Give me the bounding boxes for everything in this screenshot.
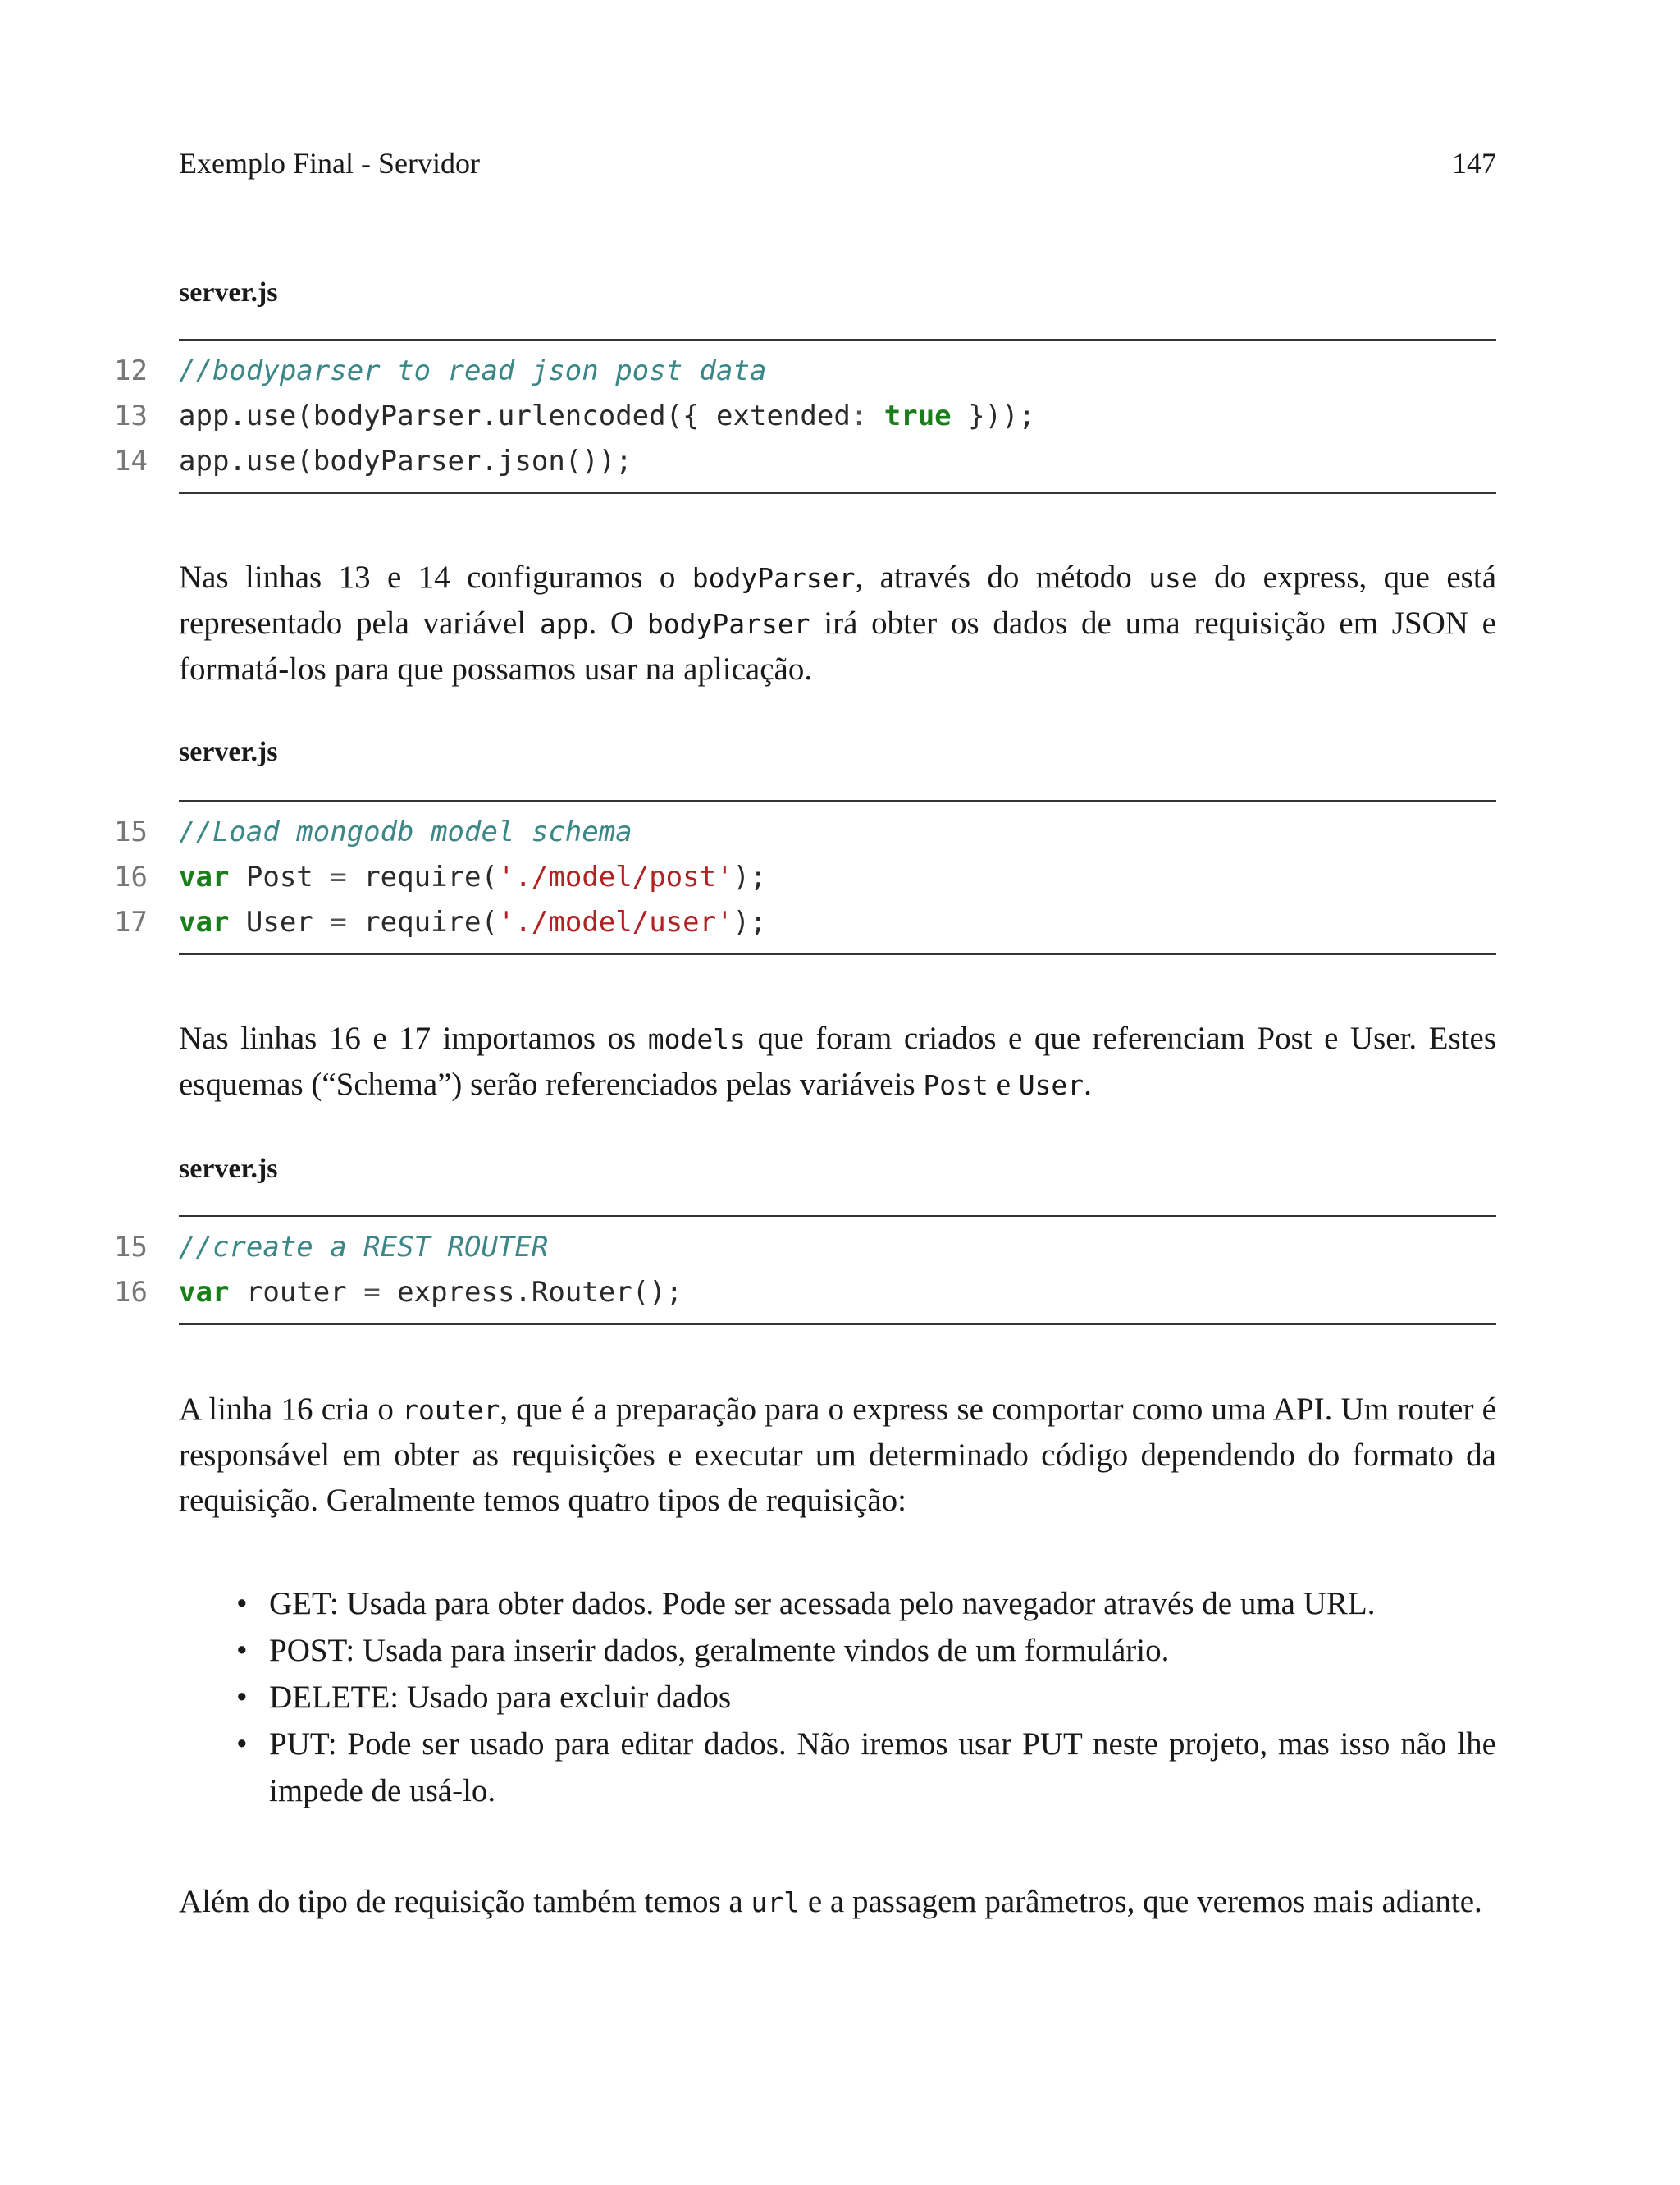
code-block — [114, 1215, 1496, 1325]
code-token: = — [330, 861, 347, 894]
code-token: = — [363, 1276, 381, 1309]
line-number: 16 — [114, 1276, 148, 1309]
code-token: var — [179, 1276, 230, 1309]
inline-code: url — [751, 1886, 801, 1918]
code-token: app.use(bodyParser.urlencoded({ extended — [179, 400, 851, 432]
code-line — [114, 1225, 1496, 1270]
code-token — [867, 400, 883, 432]
code-token: true — [883, 400, 952, 432]
line-number: 13 — [114, 400, 148, 432]
inline-code: bodyParser — [646, 608, 810, 640]
code-caption: server.js — [179, 1154, 278, 1184]
text-run: e — [988, 1067, 1019, 1102]
code-token: : — [850, 400, 868, 432]
inline-code: User — [1018, 1069, 1084, 1101]
code-token: require( — [346, 861, 498, 894]
text-run: A linha 16 cria o — [179, 1392, 403, 1427]
code-token: //Load mongodb model schema — [179, 816, 632, 848]
code-line — [114, 900, 1496, 945]
text-run: que foram criados e que referenciam Post e User. Estes esquemas (“Schema”) serão referenciados pelas variáveis — [179, 1021, 1496, 1102]
code-line — [114, 810, 1496, 855]
bullet-icon: • — [236, 1680, 248, 1715]
code-block — [114, 800, 1496, 955]
list-item-text: GET: Usada para obter dados. Pode ser acessada pelo navegador através de uma URL. — [269, 1586, 1376, 1621]
list-item — [179, 1580, 1496, 1627]
text-run: e a passagem parâmetros, que veremos mais adiante. — [800, 1884, 1482, 1919]
code-token: var — [179, 861, 230, 894]
list-item — [179, 1627, 1496, 1674]
code-token: app.use(bodyParser.json()); — [179, 445, 632, 478]
inline-code: bodyParser — [692, 562, 856, 594]
list-item-text: PUT: Pode ser usado para editar dados. Não iremos usar PUT neste projeto, mas isso não lhe impede de usá-lo. — [269, 1726, 1496, 1808]
text-run: , que é a preparação para o express se comportar como uma API. Um router é responsável em obter as requisições e executar um determinado código dependendo do formato da requisição. Geralmente temos quatro tipos de requisição: — [179, 1392, 1496, 1518]
code-token: //create a REST ROUTER — [179, 1231, 549, 1264]
text-run: , através do método — [855, 560, 1149, 595]
code-token: })); — [951, 400, 1036, 432]
code-token: express.Router(); — [380, 1276, 683, 1309]
text-run: Nas linhas 16 e 17 importamos os — [179, 1021, 648, 1056]
code-block — [114, 339, 1496, 494]
text-run: Além do tipo de requisição também temos a — [179, 1884, 751, 1919]
code-line — [114, 1270, 1496, 1315]
code-token: //bodyparser to read json post data — [179, 354, 767, 387]
list-item — [179, 1674, 1496, 1721]
list-item-text: POST: Usada para inserir dados, geralmente vindos de um formulário. — [269, 1633, 1170, 1668]
code-token: var — [179, 906, 230, 939]
line-number: 15 — [114, 816, 148, 848]
code-caption: server.js — [179, 737, 278, 767]
inline-code: models — [647, 1023, 746, 1055]
text-run: Nas linhas 13 e 14 configuramos o — [179, 560, 692, 595]
list-item-text: DELETE: Usado para excluir dados — [269, 1680, 732, 1715]
inline-code: use — [1148, 562, 1198, 594]
bullet-icon: • — [236, 1586, 248, 1621]
paragraph-models — [179, 1016, 1496, 1108]
bullet-icon: • — [236, 1633, 248, 1668]
code-line — [114, 855, 1496, 900]
line-number: 14 — [114, 445, 148, 478]
request-types-list — [179, 1580, 1496, 1814]
text-run: do express, que está representado pela variável — [179, 560, 1496, 641]
code-token: ); — [733, 861, 767, 894]
inline-code: app — [539, 608, 589, 640]
code-line — [114, 394, 1496, 439]
code-token: Post — [229, 861, 331, 894]
inline-code: router — [402, 1394, 500, 1426]
text-run: . — [1084, 1067, 1092, 1102]
text-run: irá obter os dados de uma requisição em JSON e formatá-los para que possamos usar na aplicação. — [179, 606, 1496, 687]
page-number: 147 — [1452, 147, 1496, 180]
text-run: . O — [588, 606, 647, 641]
line-number: 15 — [114, 1231, 148, 1264]
list-item — [179, 1721, 1496, 1814]
code-token: ); — [733, 906, 767, 939]
code-token: router — [229, 1276, 364, 1309]
code-token: require( — [346, 906, 498, 939]
line-number: 17 — [114, 906, 148, 939]
running-header-title: Exemplo Final - Servidor — [179, 147, 480, 180]
code-token: './model/user' — [497, 906, 733, 939]
code-token: './model/post' — [497, 861, 733, 894]
code-token: = — [330, 906, 347, 939]
code-token: User — [229, 906, 331, 939]
line-number: 16 — [114, 861, 148, 894]
bullet-icon: • — [236, 1726, 248, 1762]
code-line — [114, 439, 1496, 484]
paragraph-router — [179, 1387, 1496, 1523]
inline-code: Post — [923, 1069, 988, 1101]
line-number: 12 — [114, 354, 148, 387]
paragraph-bodyparser — [179, 555, 1496, 692]
code-caption: server.js — [179, 277, 278, 308]
code-line — [114, 349, 1496, 394]
paragraph-url — [179, 1879, 1496, 1925]
